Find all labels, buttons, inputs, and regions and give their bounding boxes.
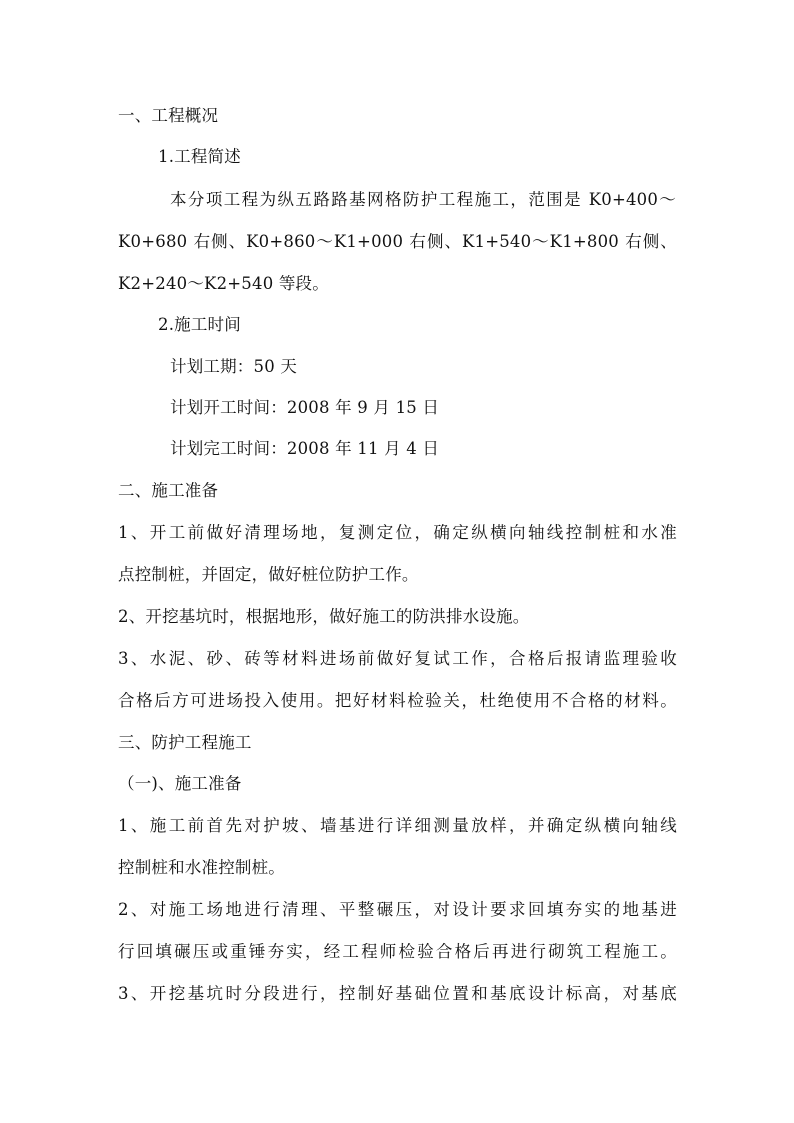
list-item-continuation: 合格后方可进场投入使用。把好材料检验关，杜绝使用不合格的材料。 [118,691,677,710]
list-item-continuation: 点控制桩，并固定，做好桩位防护工作。 [118,565,419,584]
section-heading-protection: 三、防护工程施工 [118,733,252,752]
list-item: 3、水泥、砂、砖等材料进场前做好复试工作，合格后报请监理验收 [118,649,677,668]
list-item: 1、开工前做好清理场地，复测定位，确定纵横向轴线控制桩和水准 [118,523,677,542]
list-item-continuation: 行回填碾压或重锤夯实，经工程师检验合格后再进行砌筑工程施工。 [118,942,677,961]
schedule-start-date: 计划开工时间：2008 年 9 月 15 日 [170,398,440,417]
paragraph-line: 本分项工程为纵五路路基网格防护工程施工，范围是 K0+400～ [170,190,676,209]
schedule-duration: 计划工期：50 天 [170,357,298,376]
subsection-heading-preparation: （一)、施工准备 [118,774,242,793]
schedule-end-date: 计划完工时间：2008 年 11 月 4 日 [170,439,440,458]
section-heading-preparation: 二、施工准备 [118,481,219,500]
subsection-heading-construction-time: 2.施工时间 [158,315,241,334]
paragraph-line: K2+240～K2+540 等段。 [118,274,329,293]
list-item: 2、对施工场地进行清理、平整碾压，对设计要求回填夯实的地基进 [118,900,677,919]
list-item: 2、开挖基坑时，根据地形，做好施工的防洪排水设施。 [118,607,530,626]
subsection-heading-project-summary: 1.工程简述 [158,147,241,166]
paragraph-line: K0+680 右侧、K0+860～K1+000 右侧、K1+540～K1+800 右侧、 [118,232,677,251]
section-heading-overview: 一、工程概况 [118,106,219,125]
list-item: 1、施工前首先对护坡、墙基进行详细测量放样，并确定纵横向轴线 [118,816,677,835]
list-item: 3、开挖基坑时分段进行，控制好基础位置和基底设计标高，对基底 [118,984,677,1003]
list-item-continuation: 控制桩和水准控制桩。 [118,858,285,877]
